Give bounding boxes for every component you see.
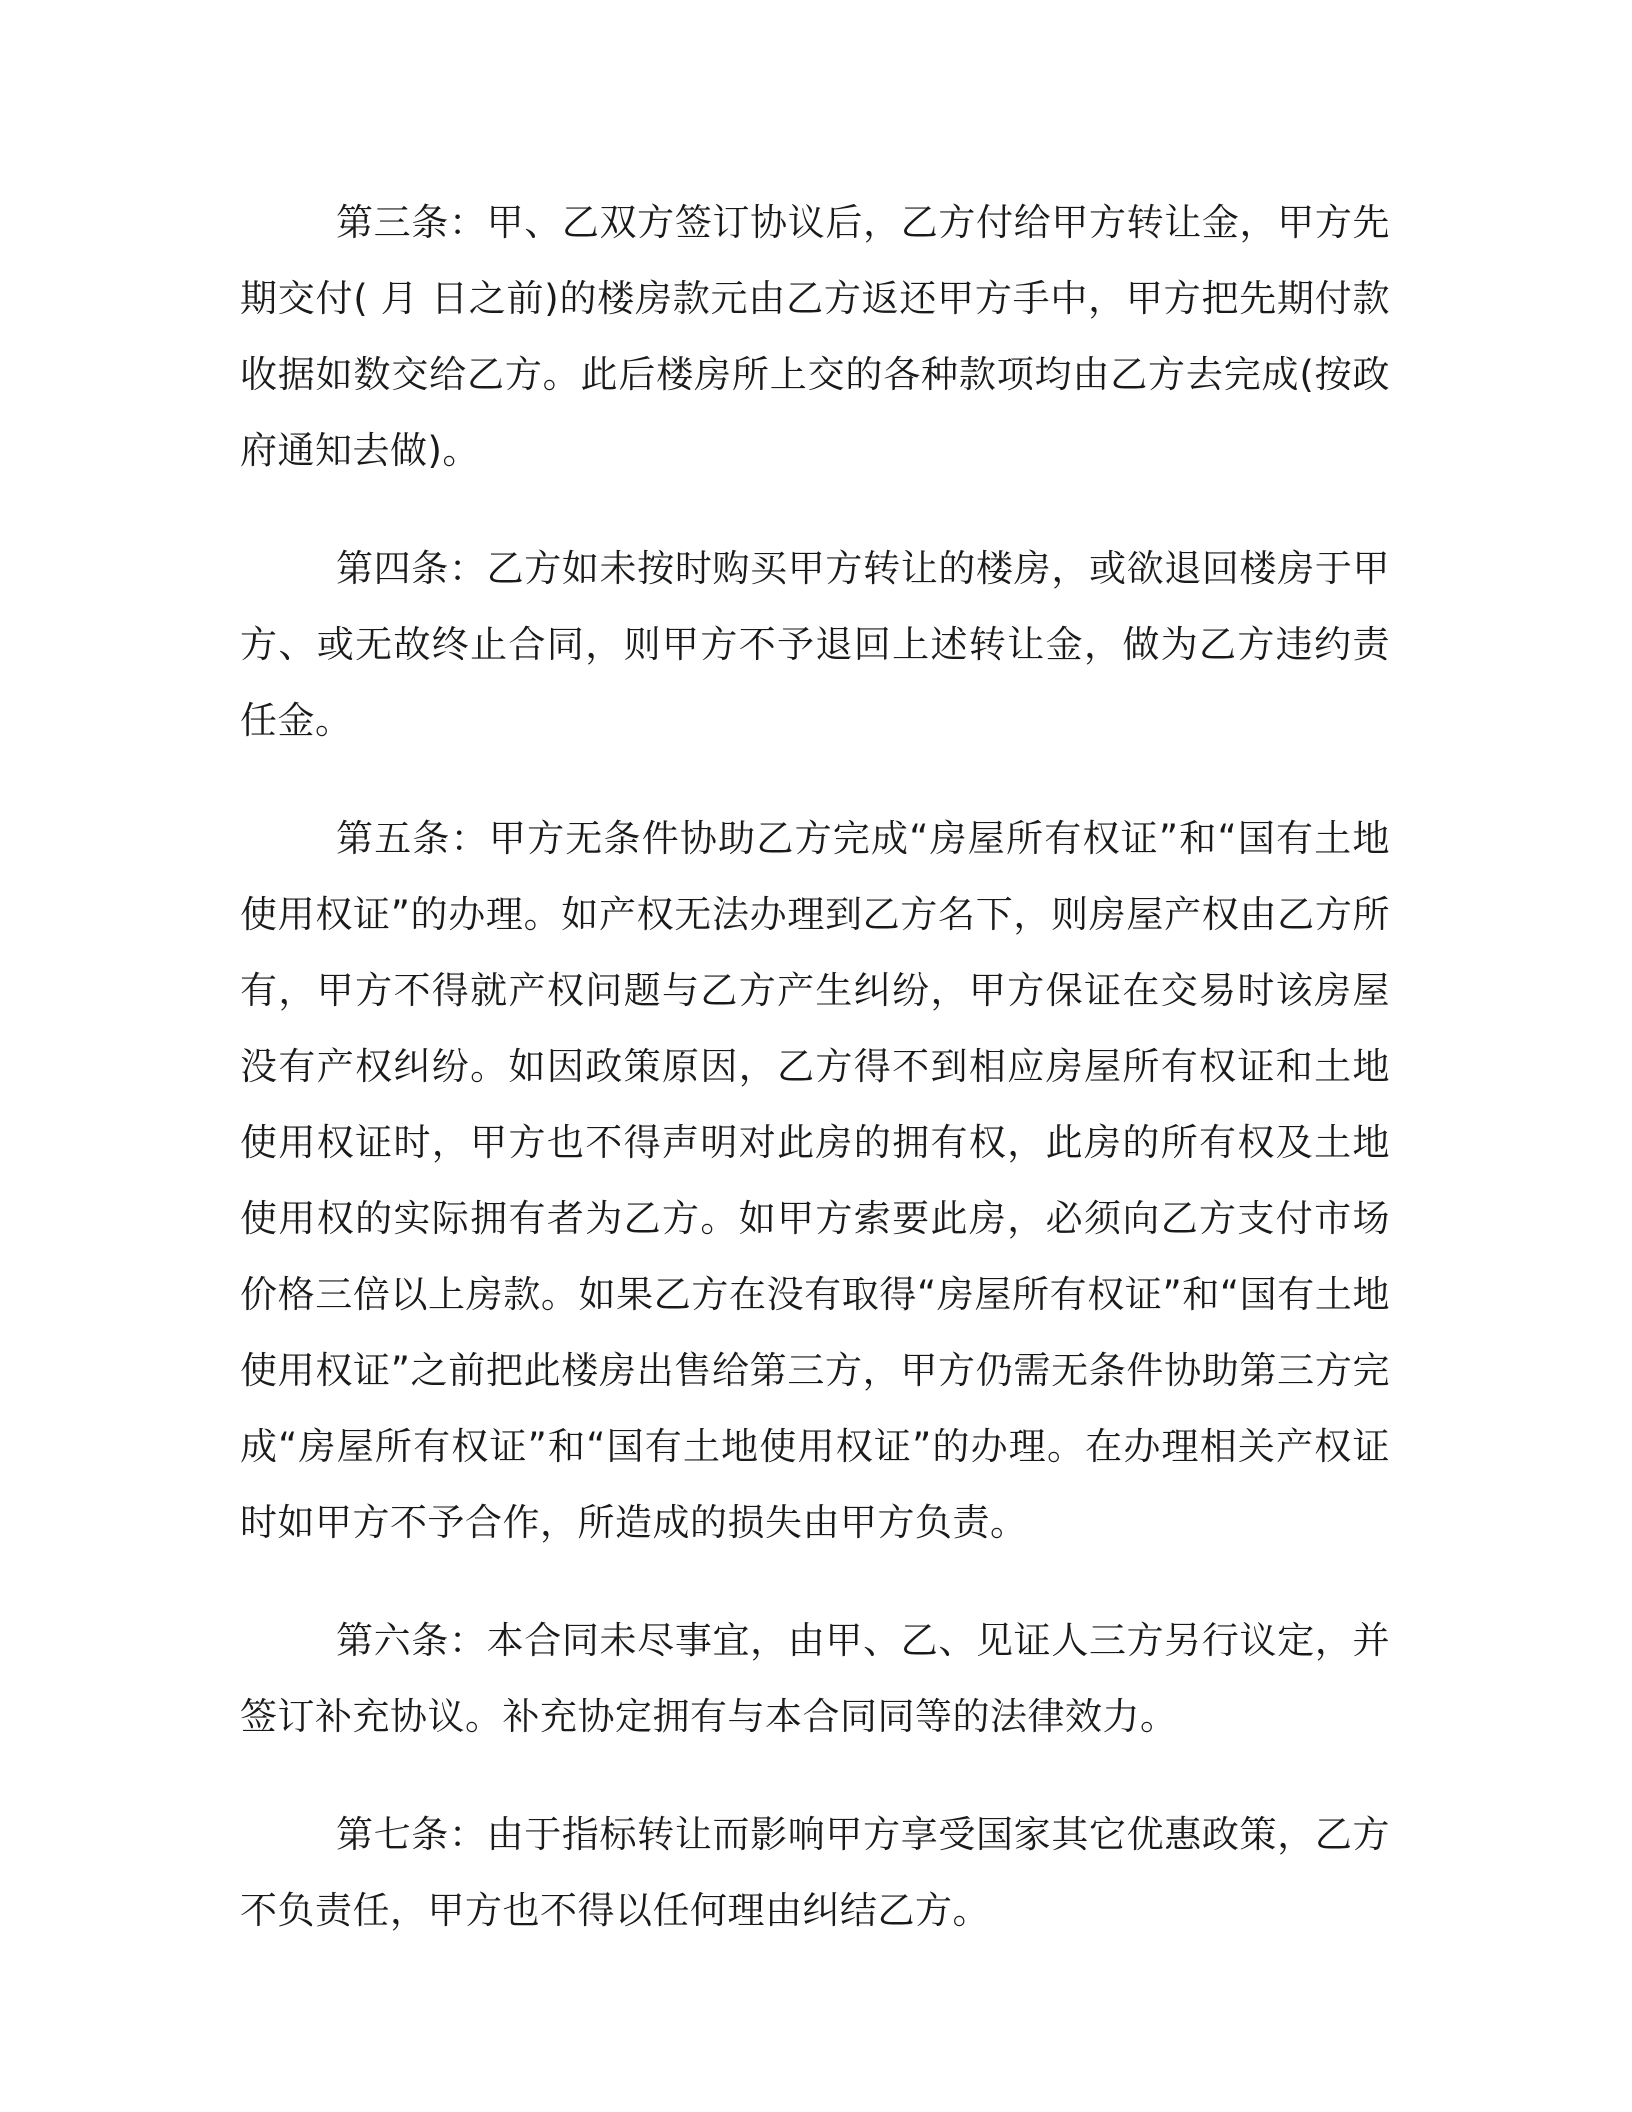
- article-5-paragraph: 第五条：甲方无条件协助乙方完成“房屋所有权证”和“国有土地使用权证”的办理。如产权无法办理到乙方名下，则房屋产权由乙方所有，甲方不得就产权问题与乙方产生纠纷，甲方保证在交易时该房屋没有产权纠纷。如因政策原因，乙方得不到相应房屋所有权证和土地使用权证时，甲方也不得声明对此房的拥有权，此房的所有权及土地使用权的实际拥有者为乙方。如甲方索要此房，必须向乙方支付市场价格三倍以上房款。如果乙方在没有取得“房屋所有权证”和“国有土地使用权证”之前把此楼房出售给第三方，甲方仍需无条件协助第三方完成“房屋所有权证”和“国有土地使用权证”的办理。在办理相关产权证时如甲方不予合作，所造成的损失由甲方负责。: [240, 817, 1390, 1544]
- article-6-paragraph: 第六条：本合同未尽事宜，由甲、乙、见证人三方另行议定，并签订补充协议。补充协定拥有与本合同同等的法律效力。: [240, 1619, 1390, 1738]
- article-4-paragraph: 第四条：乙方如未按时购买甲方转让的楼房，或欲退回楼房于甲方、或无故终止合同，则甲方不予退回上述转让金，做为乙方违约责任金。: [240, 547, 1390, 742]
- article-7-paragraph: 第七条：由于指标转让而影响甲方享受国家其它优惠政策，乙方不负责任，甲方也不得以任何理由纠结乙方。: [240, 1813, 1390, 1932]
- document-body: [240, 185, 1390, 1991]
- article-3-paragraph: 第三条：甲、乙双方签订协议后，乙方付给甲方转让金，甲方先期交付( 月 日之前)的楼房款元由乙方返还甲方手中，甲方把先期付款收据如数交给乙方。此后楼房所上交的各种款项均由乙方去完成(按政府通知去做)。: [240, 201, 1390, 472]
